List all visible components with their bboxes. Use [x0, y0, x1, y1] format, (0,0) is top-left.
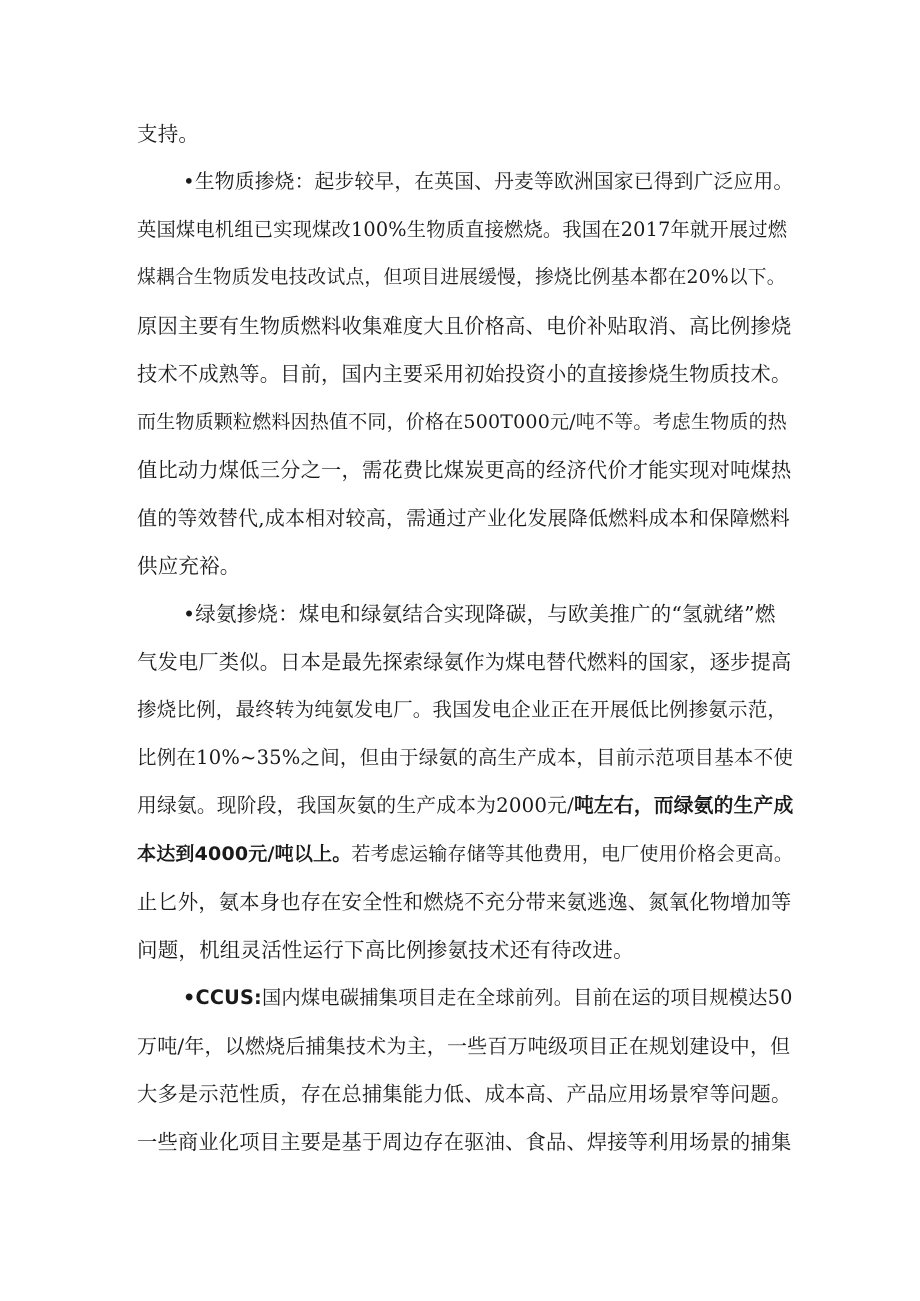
text-segment: 国内煤电碳捕集项目走在全球前列。目前在运的项目规模达50 — [261, 986, 793, 1009]
text-line: 原因主要有生物质燃料收集难度大且价格高、电价补贴取消、高比例掺烧 — [137, 314, 792, 338]
bold-text-segment: •CCUS: — [183, 986, 262, 1009]
bold-text-segment: 吨左右，而绿氨的生产成 — [573, 794, 794, 817]
text-line: 英国煤电机组已实现煤改100%生物质直接燃烧。我国在2017年就开展过燃 — [137, 218, 788, 241]
text-segment: 用绿氨。现阶段，我国灰氨的生产成本为2000元/ — [137, 794, 574, 817]
text-line: 支持。 — [137, 122, 200, 146]
text-line: 一些商业化项目主要是基于周边存在驱油、食品、焊接等利用场景的捕集 — [137, 1130, 792, 1154]
bold-text-segment: 本达到4000元/吨以上。 — [137, 843, 352, 865]
text-line: 问题，机组灵活性运行下高比例掺氨技术还有待改进。 — [137, 938, 634, 962]
text-line — [137, 974, 793, 1022]
text-line: 止匕外，氨本身也存在安全性和燃烧不充分带来氨逃逸、氮氧化物增加等 — [137, 890, 792, 914]
text-line: 值比动力煤低三分之一，需花费比煤炭更高的经济代价才能实现对吨煤热 — [137, 458, 792, 482]
text-line: 技术不成熟等。目前，国内主要采用初始投资小的直接掺烧生物质技术。 — [137, 362, 792, 386]
text-line: 大多是示范性质，存在总捕集能力低、成本高、产品应用场景窄等问题。 — [137, 1082, 792, 1106]
text-line: 煤耦合生物质发电技改试点，但项目进展缓慢，掺烧比例基本都在20%以下。 — [137, 267, 786, 288]
text-line: 气发电厂类似。日本是最先探索绿氨作为煤电替代燃料的国家，逐步提高 — [137, 650, 792, 674]
text-line: •生物质掺烧：起步较早，在英国、丹麦等欧洲国家已得到广泛应用。 — [183, 170, 794, 193]
text-line: 万吨/年，以燃烧后捕集技术为主，一些百万吨级项目正在规划建设中，但 — [137, 1034, 791, 1058]
text-line — [137, 830, 793, 878]
text-line: 值的等效替代,成本相对较高，需通过产业化发展降低燃料成本和保障燃料 — [137, 506, 790, 530]
text-line: 而生物质颗粒燃料因热值不同，价格在500T000元/吨不等。考虑生物质的热 — [137, 411, 788, 433]
text-line: •绿氨掺烧：煤电和绿氨结合实现降碳，与欧美推广的“氢就绪”燃 — [183, 602, 776, 626]
text-line — [137, 782, 793, 830]
text-segment: 若考虑运输存储等其他费用，电厂使用价格会更高。 — [351, 843, 794, 865]
text-line: 比例在10%~35%之间，但由于绿氨的高生产成本，目前示范项目基本不使 — [137, 746, 794, 769]
text-line: 供应充裕。 — [137, 554, 241, 578]
text-line: 掺烧比例，最终转为纯氨发电厂。我国发电企业正在开展低比例掺氨示范， — [137, 698, 788, 721]
document-body — [137, 110, 793, 1166]
